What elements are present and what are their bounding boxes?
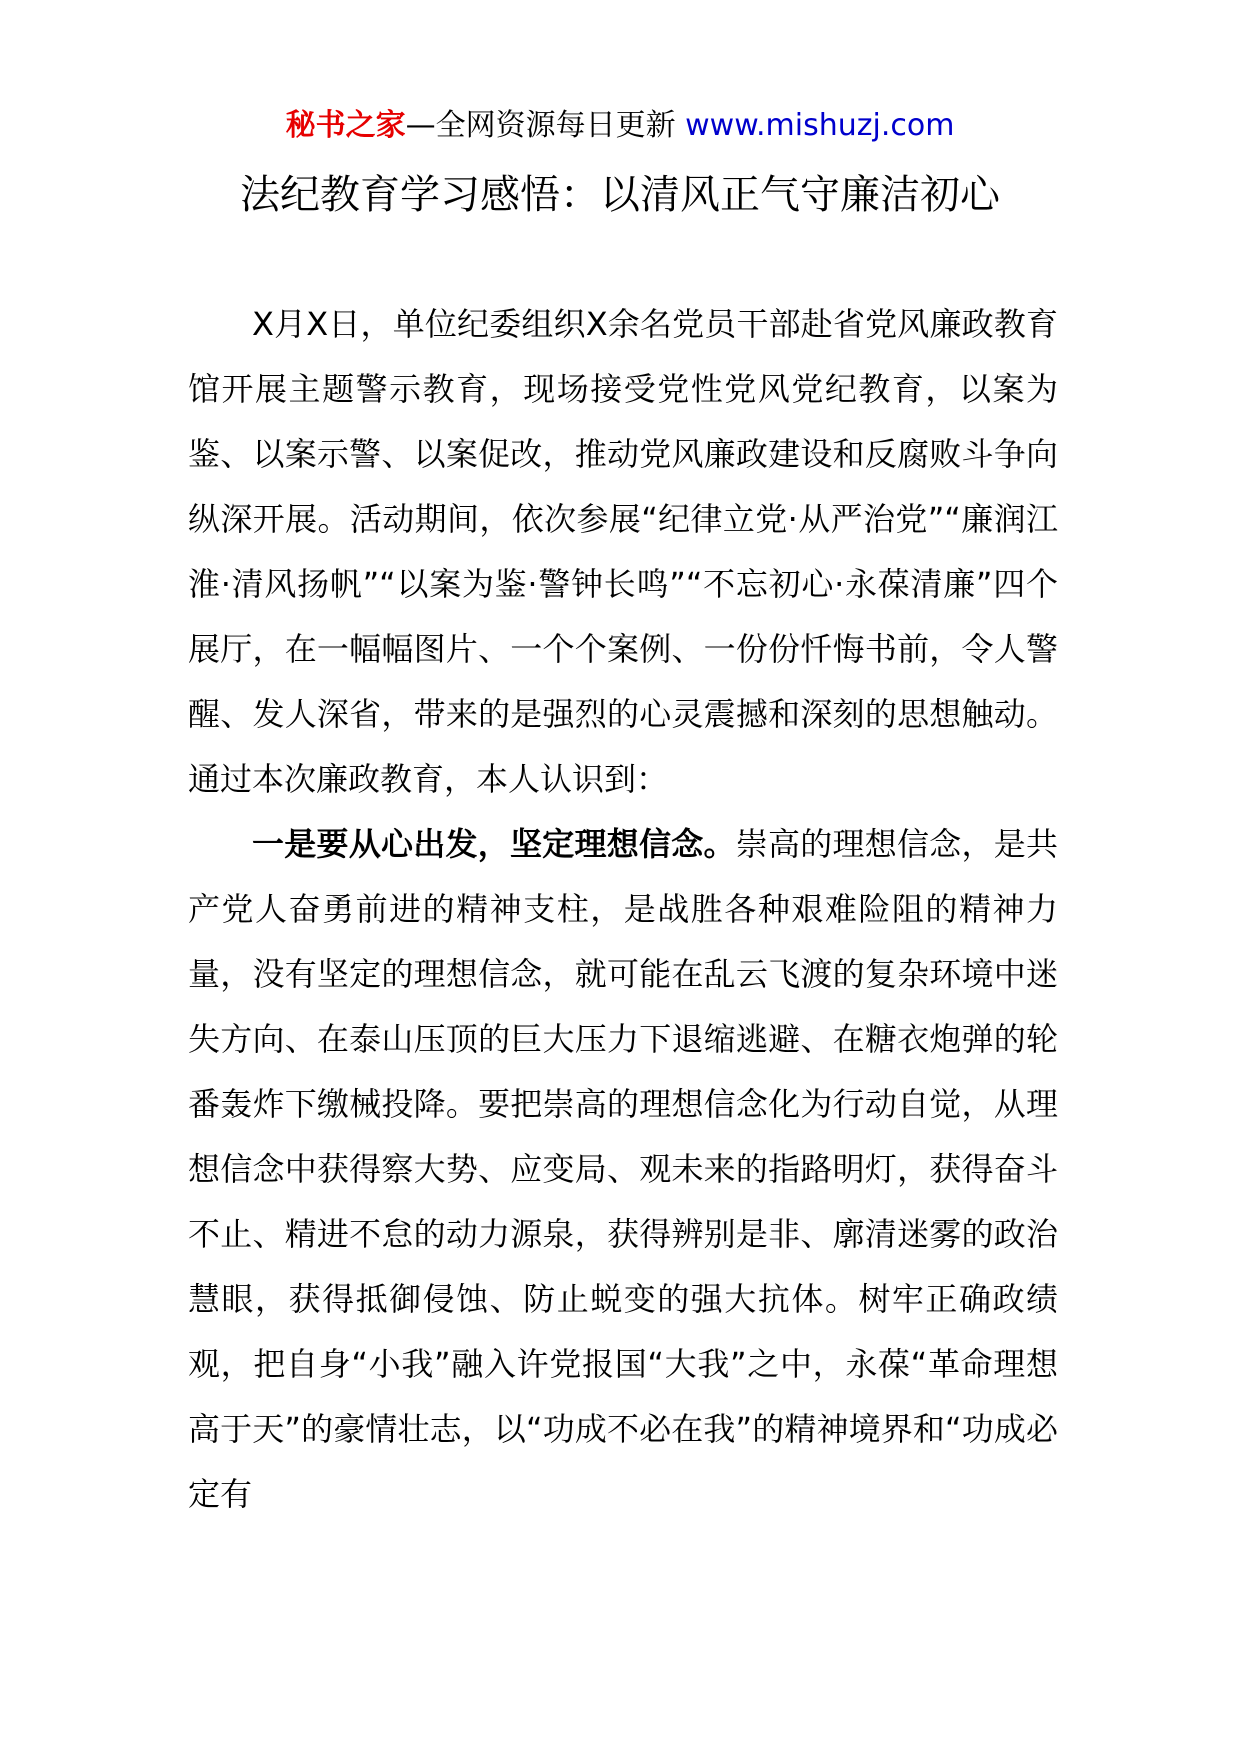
paragraph-text: X月X日，单位纪委组织X余名党员干部赴省党风廉政教育馆开展主题警示教育，现场接受党性党风党纪教育，以案为鉴、以案示警、以案促改，推动党风廉政建设和反腐败斗争向纵深开展。活动期间，依次参展“纪律立党·从严治党”“廉润江淮·清风扬帆”“以案为鉴·警钟长鸣”“不忘初心·永葆清廉”四个展厅，在一幅幅图片、一个个案例、一份份忏悔书前，令人警醒、发人深省，带来的是强烈的心灵震撼和深刻的思想触动。通过本次廉政教育，本人认识到：	[188, 305, 1058, 798]
site-url-link[interactable]: www.mishuzj.com	[685, 108, 955, 143]
site-header	[0, 104, 1240, 148]
document-title: 法纪教育学习感悟：以清风正气守廉洁初心	[240, 172, 1000, 218]
site-brand: 秘书之家	[285, 108, 406, 143]
document-body	[188, 292, 1058, 1527]
paragraph-lead: 一是要从心出发，坚定理想信念。	[252, 825, 736, 863]
site-tagline: —全网资源每日更新	[405, 108, 676, 143]
paragraph-text: 崇高的理想信念，是共产党人奋勇前进的精神支柱，是战胜各种艰难险阻的精神力量，没有坚定的理想信念，就可能在乱云飞渡的复杂环境中迷失方向、在泰山压顶的巨大压力下退缩逃避、在糖衣炮弹的轮番轰炸下缴械投降。要把崇高的理想信念化为行动自觉，从理想信念中获得察大势、应变局、观未来的指路明灯，获得奋斗不止、精进不怠的动力源泉，获得辨别是非、廓清迷雾的政治慧眼，获得抵御侵蚀、防止蜕变的强大抗体。树牢正确政绩观，把自身“小我”融入许党报国“大我”之中，永葆“革命理想高于天”的豪情壮志，以“功成不必在我”的精神境界和“功成必定有	[188, 825, 1058, 1513]
paragraph-intro	[188, 292, 1058, 812]
paragraph-point-one	[188, 812, 1058, 1527]
